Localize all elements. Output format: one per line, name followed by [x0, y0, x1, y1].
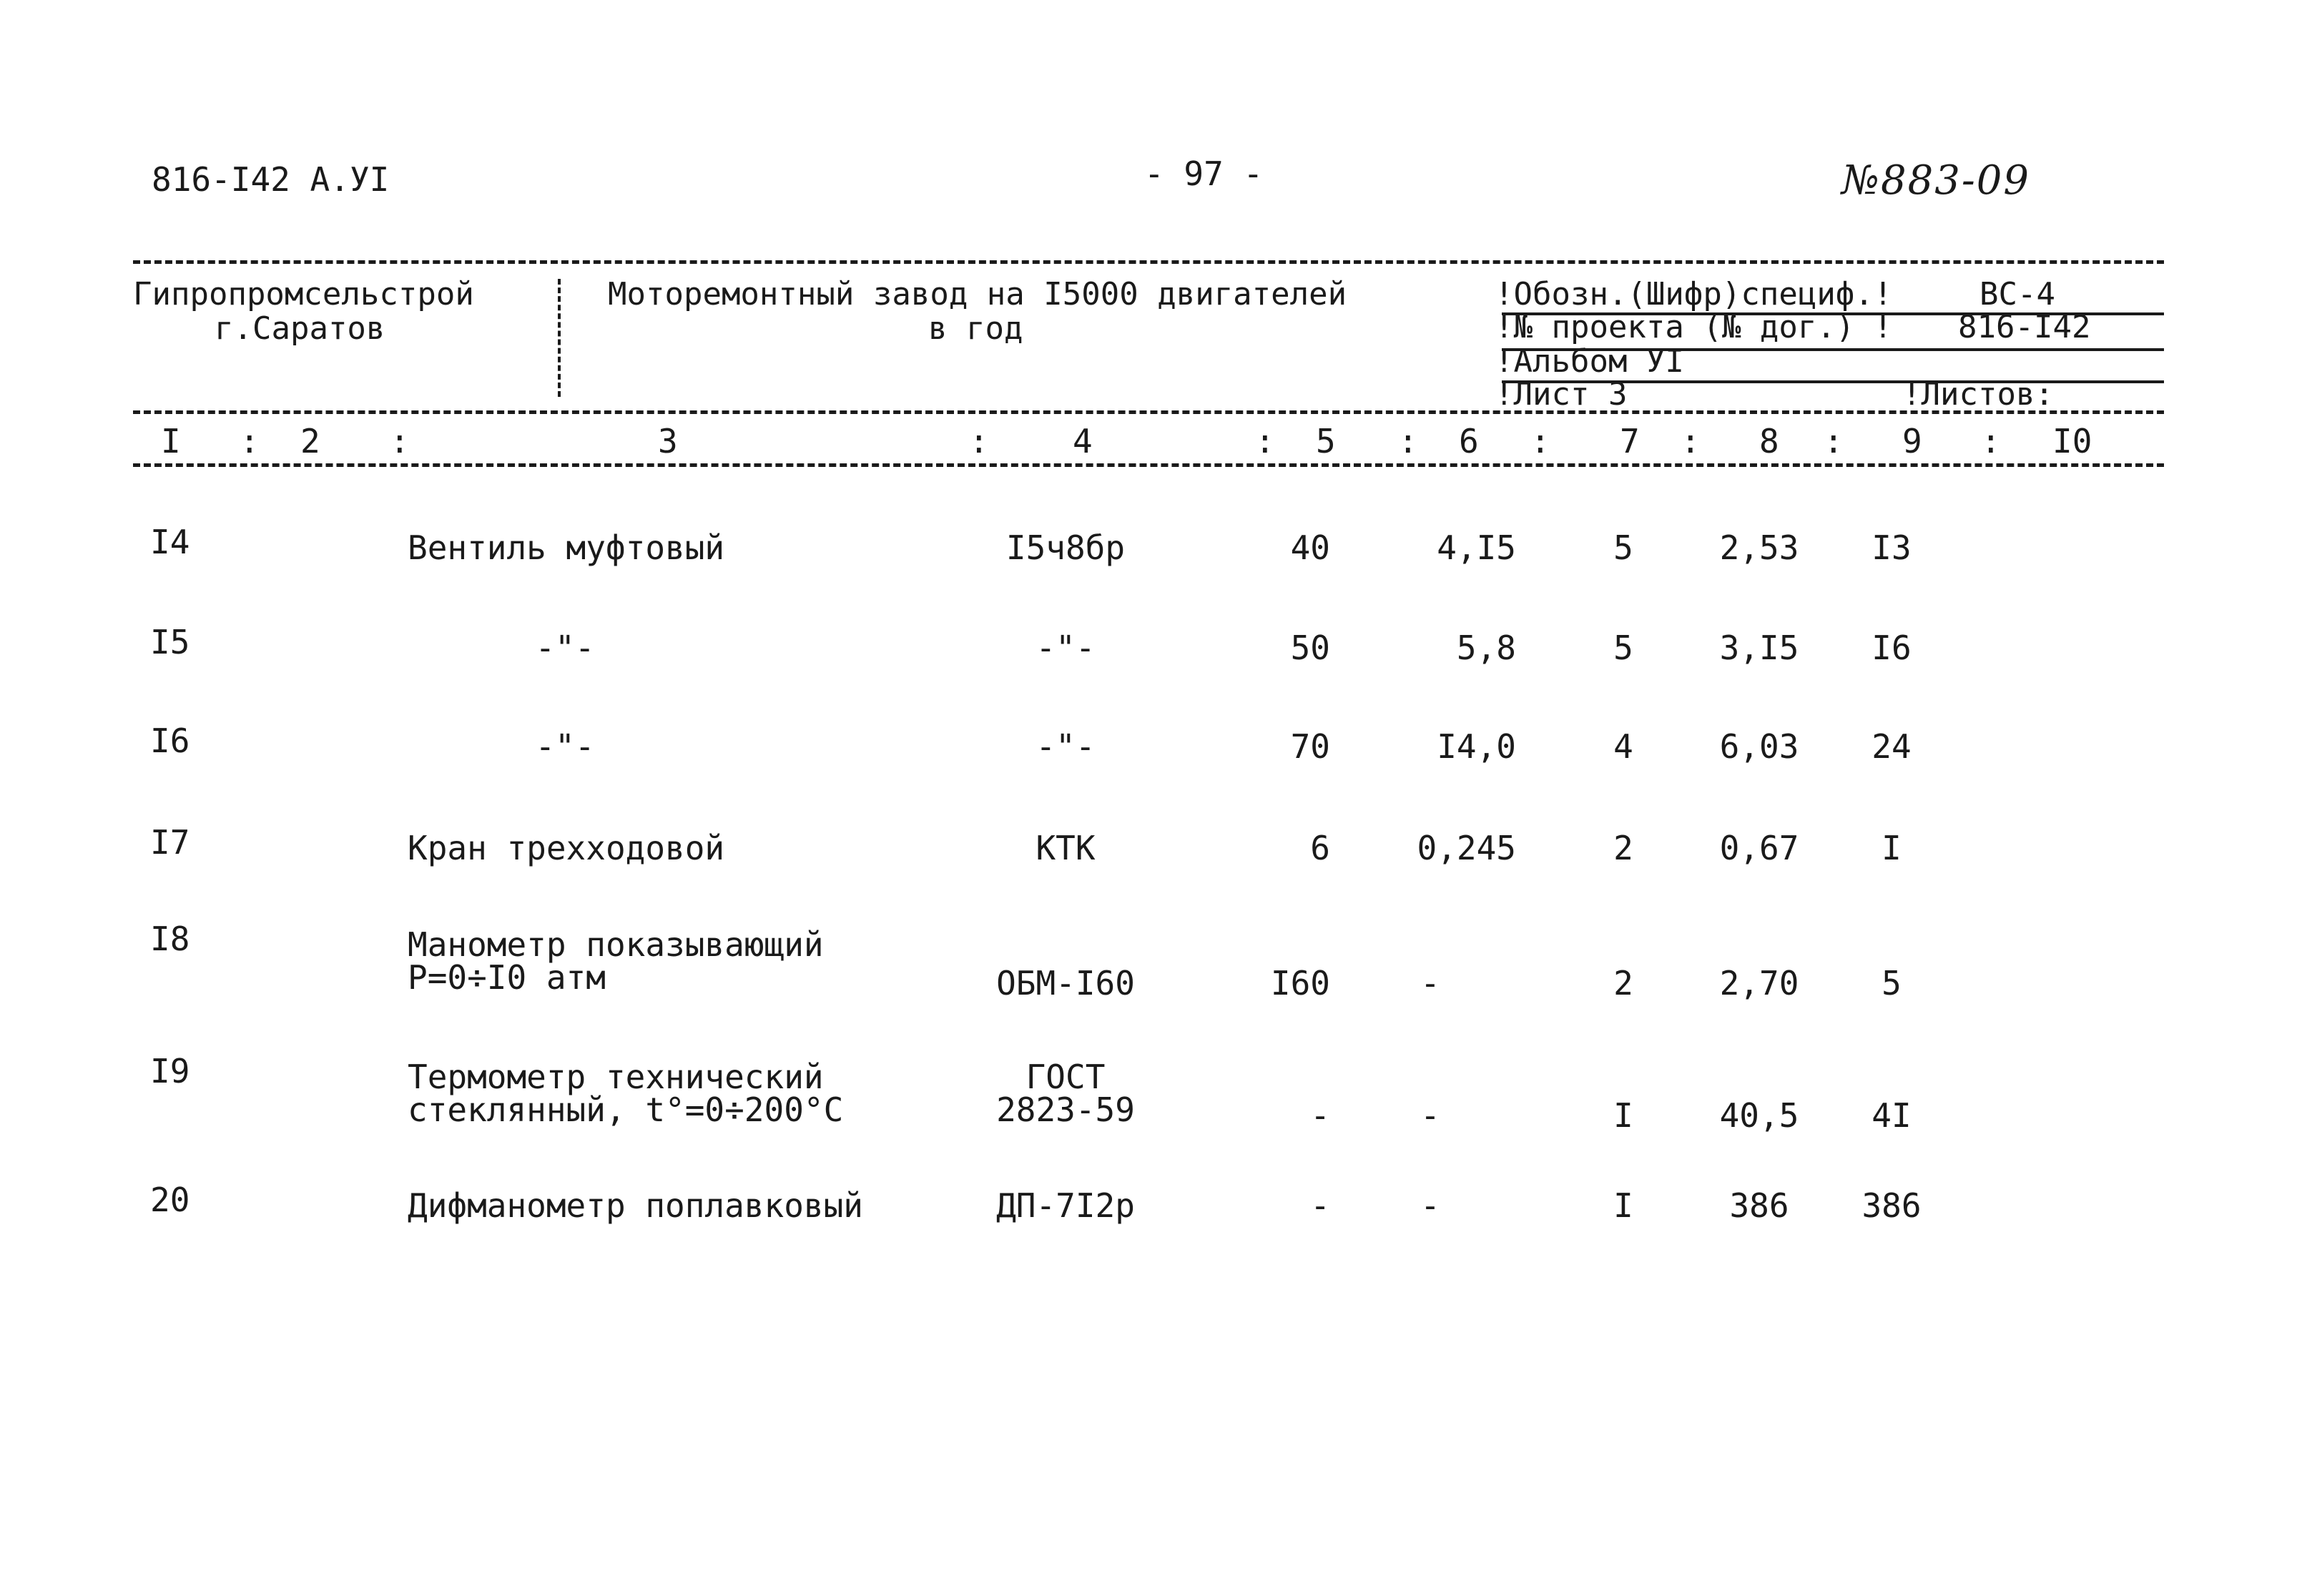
cell-col-6: - [1420, 964, 1440, 1003]
item-name: Дифманометр поплавковый [408, 1186, 863, 1225]
row-number: I5 [150, 623, 190, 661]
title-block-bottom-line [133, 410, 2164, 414]
column-number-10: I0 [2052, 422, 2092, 460]
page-number: - 97 - [1144, 154, 1264, 193]
doc-code: 816-I42 A.УI [152, 160, 390, 199]
cell-col-8: 386 [1729, 1186, 1789, 1225]
row-number: I4 [150, 523, 190, 561]
column-separator: : [1255, 422, 1275, 460]
item-name: Манометр показывающий [408, 925, 824, 964]
cell-col-8: 40,5 [1719, 1096, 1799, 1135]
cell-col-8: 6,03 [1719, 727, 1799, 766]
cell-col-7: 5 [1613, 528, 1633, 567]
cell-col-6: 4,I5 [1437, 528, 1516, 567]
item-name: Термометр технический [408, 1058, 824, 1096]
project-title-cont: в год [928, 310, 1023, 347]
row-number: 20 [150, 1181, 190, 1219]
cell-col-8: 2,70 [1719, 964, 1799, 1003]
row-number: I8 [150, 920, 190, 958]
project-title: Моторемонтный завод на I5000 двигателей [608, 276, 1347, 312]
cell-col-7: 5 [1613, 629, 1633, 667]
item-type: I5ч8бр [1005, 528, 1126, 567]
column-number-3: 3 [658, 422, 678, 460]
item-type: -"- [1036, 727, 1096, 766]
cell-col-9: I6 [1871, 629, 1912, 667]
column-number-5: 5 [1316, 422, 1336, 460]
column-number-7: 7 [1620, 422, 1640, 460]
sheets-label: !Листов: [1902, 376, 2054, 413]
cell-col-7: I [1613, 1096, 1633, 1135]
cell-col-6: 0,245 [1417, 829, 1516, 867]
item-name: -"- [535, 727, 595, 766]
cell-col-7: 4 [1613, 727, 1633, 766]
title-block-top-line [133, 260, 2164, 264]
album-label: !Альбом УI [1495, 343, 1684, 380]
handwritten-number: №883-09 [1841, 157, 2031, 204]
cell-col-9: I3 [1871, 528, 1912, 567]
spec-value: ВС-4 [1979, 276, 2055, 312]
cell-col-7: 2 [1613, 964, 1633, 1003]
cell-col-9: I [1882, 829, 1902, 867]
cell-col-5: 40 [1290, 528, 1330, 567]
cell-col-9: 5 [1882, 964, 1902, 1003]
cell-col-5: - [1310, 1096, 1330, 1135]
column-number-6: 6 [1459, 422, 1479, 460]
cell-col-8: 0,67 [1719, 829, 1799, 867]
column-number-4: 4 [1073, 422, 1093, 460]
column-row-line [133, 463, 2164, 467]
item-type: ДП-7I2р [996, 1186, 1135, 1225]
cell-col-5: 70 [1290, 727, 1330, 766]
sheet-label: !Лист 3 [1495, 376, 1628, 413]
row-number: I9 [150, 1052, 190, 1090]
item-name: Кран трехходовой [408, 829, 725, 867]
column-separator: : [969, 422, 989, 460]
cell-col-9: 386 [1861, 1186, 1922, 1225]
row-number: I7 [150, 823, 190, 862]
column-separator: : [1981, 422, 2001, 460]
cell-col-5: - [1310, 1186, 1330, 1225]
column-separator: : [1824, 422, 1844, 460]
item-type: КТК [1036, 829, 1096, 867]
column-number-9: 9 [1902, 422, 1922, 460]
cell-col-6: I4,0 [1437, 727, 1516, 766]
cell-col-6: 5,8 [1456, 629, 1516, 667]
cell-col-5: I60 [1270, 964, 1330, 1003]
project-no-label: !№ проекта (№ дог.) ! [1495, 309, 1893, 345]
org-name: Гипропромсельстрой [133, 276, 474, 312]
title-block-divider [558, 279, 561, 397]
column-separator: : [240, 422, 260, 460]
item-type: ГОСТ [1025, 1058, 1106, 1096]
cell-col-8: 3,I5 [1719, 629, 1799, 667]
cell-col-6: - [1420, 1096, 1440, 1135]
item-name: -"- [535, 629, 595, 667]
column-number-1: I [161, 422, 181, 460]
item-name: стеклянный, t°=0÷200°С [408, 1090, 844, 1129]
column-separator: : [390, 422, 410, 460]
column-number-2: 2 [300, 422, 320, 460]
cell-col-9: 4I [1871, 1096, 1912, 1135]
cell-col-7: I [1613, 1186, 1633, 1225]
item-type: 2823-59 [996, 1090, 1135, 1129]
spec-label: !Обозн.(Шифр)специф.! [1495, 276, 1893, 312]
cell-col-6: - [1420, 1186, 1440, 1225]
item-type: ОБМ-I60 [996, 964, 1135, 1003]
item-name: Р=0÷I0 атм [408, 958, 606, 997]
cell-col-7: 2 [1613, 829, 1633, 867]
cell-col-8: 2,53 [1719, 528, 1799, 567]
org-city: г.Саратов [215, 310, 385, 347]
column-number-8: 8 [1759, 422, 1779, 460]
cell-col-5: 50 [1290, 629, 1330, 667]
item-type: -"- [1036, 629, 1096, 667]
column-separator: : [1681, 422, 1701, 460]
cell-col-9: 24 [1871, 727, 1912, 766]
cell-col-5: 6 [1310, 829, 1330, 867]
item-name: Вентиль муфтовый [408, 528, 725, 567]
column-separator: : [1398, 422, 1418, 460]
project-no-value: 816-I42 [1958, 309, 2091, 345]
column-separator: : [1530, 422, 1550, 460]
row-number: I6 [150, 721, 190, 760]
